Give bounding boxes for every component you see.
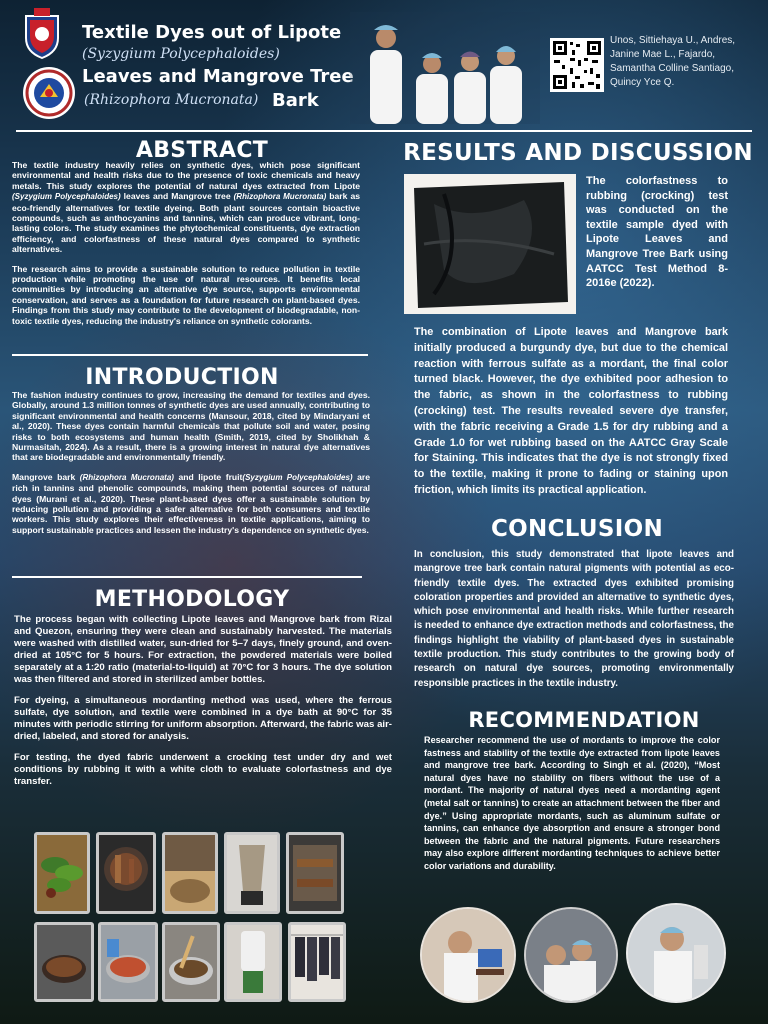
abstract-text-c: bark as eco-friendly alternatives for textile dyeing. Both plant sources contain bioactive compounds, such as anthocyanins and tannins, which can produce vibrant, long-lasting colors. The study examines the phytochemical constituents, dye extraction efficiency, and colorfastness of these natural dyes compared to synthetic alternatives. [12, 191, 361, 255]
abstract-text-b: leaves and Mangrove tree [123, 191, 231, 202]
abstract-paragraph-2: The research aims to provide a sustainable solution to reduce pollution in textile production while promoting the use of natural resources. It benefits local communities by introducing an alternative dye source, supports environmental conservation, and serves as a foundation for future research on plant-based dyes. Findings from this study may contribute to the development of biodegradable, non-toxic textile dyes, reducing the industry's reliance on synthetic colorants. [12, 263, 360, 326]
methodology-photo-stirring [162, 922, 220, 1002]
introduction-heading: INTRODUCTION [85, 365, 279, 390]
intro-sci-name-2: (Syzygium Polycephaloides) [242, 472, 353, 482]
methodology-heading: METHODOLOGY [94, 587, 290, 612]
abstract-sci-name-2: (Rhizophora Mucronata) [233, 192, 327, 202]
title-line-2b: Bark [272, 90, 319, 111]
methodology-body [14, 614, 392, 797]
introduction-paragraph-2 [12, 472, 370, 535]
results-body-1 [586, 174, 728, 300]
methodology-photo-bark [96, 832, 156, 914]
intro-text-b: and lipote fruit [178, 471, 243, 482]
dyed-fabric-sample-photo [404, 174, 576, 314]
abstract-body [12, 160, 360, 335]
qr-code[interactable] [550, 38, 604, 92]
author-list: Unos, Sittiehaya U., Andres, Janine Mae L., Fajardo, Samantha Colline Santiago, Quincy Yce Q. [610, 35, 736, 88]
results-body-2 [414, 325, 728, 508]
school-crest-logo [22, 6, 62, 60]
scientific-name-2: (Rhizophora Mucronata) [84, 92, 259, 108]
methodology-photo-oven [286, 832, 344, 914]
methodology-photo-blender [224, 832, 280, 914]
intro-sci-name-1: (Rhizophora Mucronata) [79, 472, 174, 482]
results-paragraph-1: The colorfastness to rubbing (crocking) test was conducted on the textile sample dyed with Lipote Leaves and Mangrove Tree Bark using AATCC Test Method 8-2016e (2022). [586, 175, 728, 290]
results-paragraph-2: The combination of Lipote leaves and Mangrove bark initially produced a burgundy dye, but due to the chemical reaction with ferrous sulfate as a mordant, the final color turned black. However, the dye exhibited poor adhesion to the fabric, as shown in the colorfastness to rubbing (crocking) test. The results revealed severe dye transfer, with the fabric receiving a Grade 1.5 for dry rubbing and a Grade 1.0 for wet rubbing based on the AATCC Gray Scale for Staining. This indicates that the dye is not strongly fixed to the textile, making it prone to fading or staining upon friction, which limits its practical application. [414, 326, 728, 496]
researchers-group-photo [350, 12, 540, 124]
conclusion-heading: CONCLUSION [491, 516, 663, 542]
researcher-testing-photo-3 [626, 903, 726, 1003]
methodology-photo-leaves [34, 832, 90, 914]
methodology-paragraph-1: The process began with collecting Lipote leaves and Mangrove bark from Rizal and Quezon, ensuring they were clean and sustainably harvested. The materials were washed with distilled water, sun-dried for 5–7 days, finely ground, and oven-dried at 105°C for 5 hours. For extraction, the powdered materials were boiled separately at a 1:20 ratio (material-to-liquid) at 70°C for 3 hours. The dye solution was then filtered and stored in sterilized amber bottles. [14, 614, 392, 685]
conclusion-body [414, 548, 734, 700]
researcher-testing-photo-1 [420, 907, 516, 1003]
scientific-name-1: (Syzygium Polycephaloides) [82, 46, 280, 62]
methodology-photo-filtering [224, 922, 282, 1002]
recommendation-heading: RECOMMENDATION [468, 708, 700, 732]
methodology-photo-drying [162, 832, 218, 914]
university-seal-logo [22, 66, 76, 120]
methodology-photo-boiling [34, 922, 94, 1002]
methodology-paragraph-3: For testing, the dyed fabric underwent a crocking test under dry and wet conditions by rubbing it with a white cloth to evaluate colorfastness and dye transfer. [14, 752, 392, 787]
abstract-text-a: The textile industry heavily relies on synthetic dyes, which pose significant environmental and health risks due to the presence of toxic chemicals and heavy metals. This study explores the potential of natural dyes extracted from Lipote [12, 160, 360, 191]
conclusion-paragraph: In conclusion, this study demonstrated that lipote leaves and mangrove tree bark contain natural pigments with potential as eco-friendly textile dyes. The extracted dyes exhibited promising coloration properties and provided an alternative to synthetic dyes, which pose environmental and health risks. While further research is needed to enhance dye extraction methods and colorfastness, the findings highlight the viability of plant-based dyes in sustainable textile production. This study contributes to the growing body of research on natural dye sources, promoting environmentally responsible practices in the textile industry. [414, 549, 734, 689]
researcher-testing-photo-2 [524, 907, 618, 1003]
methodology-paragraph-2: For dyeing, a simultaneous mordanting method was used, where the ferrous sulfate, dye solution, and textile were combined in a dye bath at 90°C for 35 minutes with periodic stirring for uniform absorption. Afterward, the fabric was air-dried, labeled, and stored for analysis. [14, 695, 392, 742]
abstract-paragraph-1 [12, 160, 360, 255]
results-heading: RESULTS AND DISCUSSION [403, 140, 753, 166]
intro-text-c: are rich in tannins and phenolic compounds, making them potential sources of natural dyes (Murani et al., 2020). These plant-based dyes offer a sustainable solution by reducing pollution and providing a safer alternative for both consumers and textile workers. This study explores their effectiveness in textile applications, aiming to support sustainable practices and lessen the industry's dependence on synthetic dyes. [12, 471, 371, 535]
introduction-divider [12, 576, 362, 578]
methodology-photo-dye-bath [98, 922, 158, 1002]
abstract-sci-name-1: (Syzygium Polycephaloides) [12, 192, 121, 202]
introduction-paragraph-1: The fashion industry continues to grow, increasing the demand for textiles and dyes. Globally, around 1.3 million tonnes of synthetic dyes are used annually, contributing to significant environmental and health concerns (Mansour, 2018, cited by Mindaryani et al., 2020). These dyes contain harmful chemicals that pollute soil and water, posing risks to both ecosystems and human health (Smith, 2019, cited by Sholikhah & Nurmasitah, 2024). As a result, there is a growing interest in natural dye alternatives that are biodegradable and environmentally friendly. [12, 390, 370, 463]
recommendation-body [424, 734, 720, 882]
header-divider [16, 130, 752, 132]
title-line-1: Textile Dyes out of Lipote [82, 22, 342, 43]
methodology-photo-air-drying [288, 922, 346, 1002]
intro-text-a: Mangrove bark [12, 471, 76, 482]
abstract-heading: ABSTRACT [135, 138, 269, 163]
abstract-divider [12, 354, 368, 356]
title-line-2: Leaves and Mangrove Tree [82, 66, 354, 87]
recommendation-paragraph: Researcher recommend the use of mordants to improve the color fastness and stability of the textile dye extracted from lipote leaves and mangrove tree bark. According to Singh et al. (2020), “Most natural dyes have no stability on fibers without the use of a mordant. The majority of natural dyes need a mordanting agent (metal salt or tannins) to create an attachment between the fiber and dye.” Using appropriate mordants, such as aluminum sulfate or tannins, can enhance dye absorption and ensure a stronger bond between the fabric and the natural pigments. Future researchers may also explore different mordanting techniques to achieve better color variations and durability. [424, 735, 720, 871]
introduction-body [12, 390, 370, 544]
